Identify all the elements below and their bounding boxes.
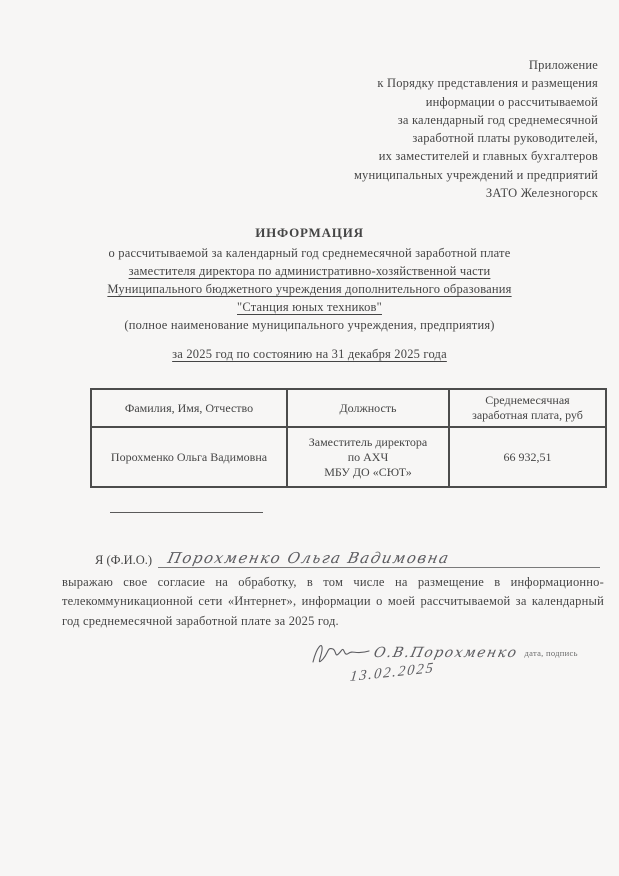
appendix-line: Приложение: [528, 58, 598, 72]
position-line: заместителя директора по административно-хозяйственной части: [128, 264, 491, 278]
blank-signature-line: [110, 512, 263, 513]
position-line: МБУ ДО «СЮТ»: [324, 464, 412, 479]
appendix-line: их заместителей и главных бухгалтеров: [378, 149, 598, 164]
consent-name-field: [158, 549, 600, 568]
signature-label: дата, подпись: [524, 648, 578, 658]
appendix-line: информации о рассчитываемой: [425, 94, 598, 109]
consent-body-text: выражаю свое согласие на обработку, в том числе на размещение в информационно-телекоммуникационной сети «Интернет», информации о моей рассчитываемой за календарный год среднемесячной заработной плате за 2025 год.: [62, 575, 604, 628]
header-position: Должность: [287, 389, 449, 427]
handwritten-name: Порохменко Ольга Вадимовна: [166, 549, 452, 567]
appendix-line: к Порядку представления и размещения: [377, 76, 598, 91]
document-title: ИНФОРМАЦИЯ: [255, 225, 364, 240]
appendix-line: ЗАТО Железногорск: [485, 186, 598, 201]
appendix-block: [238, 56, 598, 202]
table-row: [91, 427, 606, 487]
signature-scribble-icon: [308, 638, 372, 668]
header-name: Фамилия, Имя, Отчество: [91, 389, 287, 427]
position-line: Заместитель директора: [308, 434, 428, 449]
appendix-line: за календарный год среднемесячной: [397, 112, 598, 127]
period-line: за 2025 год по состоянию на 31 декабря 2025 года: [172, 347, 447, 361]
salary-cell: 66 932,51: [449, 427, 606, 487]
org-name-line: "Станция юных техников": [237, 300, 382, 314]
signature-block: [308, 638, 608, 686]
title-note: (полное наименование муниципального учреждения, предприятия): [124, 318, 495, 332]
position-cell: [287, 427, 449, 487]
appendix-line: заработной платы руководителей,: [412, 131, 598, 146]
signature-row: [308, 638, 608, 668]
title-line: о рассчитываемой за календарный год среднемесячной заработной плате: [108, 246, 511, 260]
consent-prefix: Я (Ф.И.О.): [95, 553, 153, 567]
title-block: [30, 224, 589, 363]
appendix-line: муниципальных учреждений и предприятий: [353, 167, 598, 182]
salary-table: [90, 388, 607, 488]
table-header-row: [91, 389, 606, 427]
org-name-line: Муниципального бюджетного учреждения дополнительного образования: [107, 282, 512, 296]
position-line: по АХЧ: [347, 449, 389, 464]
handwritten-signature-name: О.В.Порохменко: [372, 645, 520, 661]
header-salary: Среднемесячная заработная плата, руб: [449, 389, 606, 427]
consent-name-line: [95, 549, 600, 568]
employee-name-cell: Порохменко Ольга Вадимовна: [91, 427, 287, 487]
handwritten-date: 13.02.2025: [349, 659, 436, 686]
